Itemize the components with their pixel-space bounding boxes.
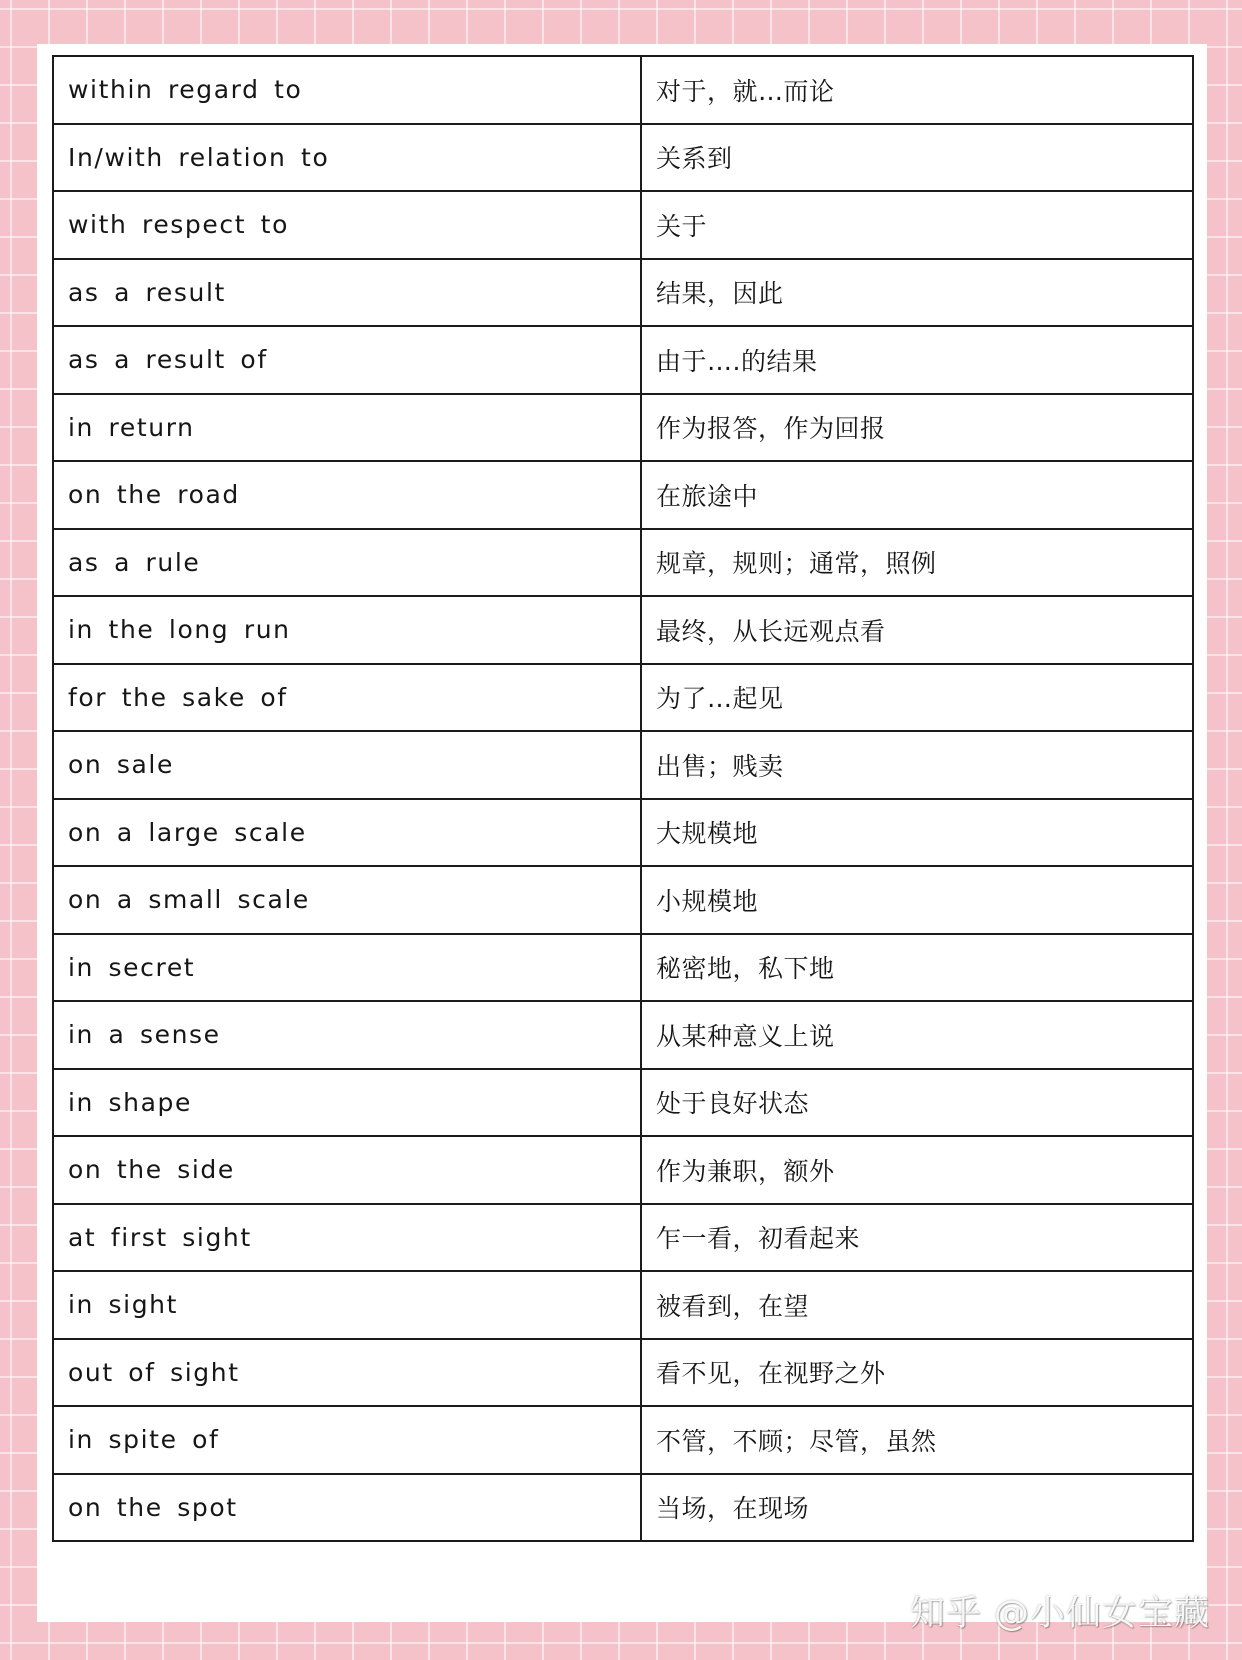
table-row [53,1271,1193,1339]
table-row [53,799,1193,867]
english-phrase-cell: for the sake of [53,664,641,732]
chinese-meaning-cell: 最终，从长远观点看 [641,596,1193,664]
chinese-meaning-cell: 秘密地，私下地 [641,934,1193,1002]
english-phrase-cell: in spite of [53,1406,641,1474]
chinese-meaning-cell: 为了…起见 [641,664,1193,732]
table-row [53,259,1193,327]
english-phrase-cell: in sight [53,1271,641,1339]
english-phrase-cell: on a large scale [53,799,641,867]
chinese-meaning-cell: 乍一看，初看起来 [641,1204,1193,1272]
english-phrase-cell: as a rule [53,529,641,597]
chinese-meaning-cell: 结果，因此 [641,259,1193,327]
watermark: 知乎 @小仙女宝藏 [909,1594,1210,1634]
chinese-meaning-cell: 看不见，在视野之外 [641,1339,1193,1407]
chinese-meaning-cell: 出售；贱卖 [641,731,1193,799]
english-phrase-cell: within regard to [53,56,641,124]
phrase-table [52,55,1194,1542]
english-phrase-cell: as a result [53,259,641,327]
english-phrase-cell: on the spot [53,1474,641,1542]
chinese-meaning-cell: 作为兼职，额外 [641,1136,1193,1204]
english-phrase-cell: on the side [53,1136,641,1204]
table-row [53,1204,1193,1272]
table-row [53,461,1193,529]
table-row [53,56,1193,124]
table-row [53,1339,1193,1407]
table-row [53,1069,1193,1137]
table-row [53,866,1193,934]
chinese-meaning-cell: 作为报答，作为回报 [641,394,1193,462]
chinese-meaning-cell: 对于，就…而论 [641,56,1193,124]
english-phrase-cell: with respect to [53,191,641,259]
english-phrase-cell: out of sight [53,1339,641,1407]
chinese-meaning-cell: 由于….的结果 [641,326,1193,394]
english-phrase-cell: in secret [53,934,641,1002]
table-row [53,124,1193,192]
english-phrase-cell: in a sense [53,1001,641,1069]
chinese-meaning-cell: 从某种意义上说 [641,1001,1193,1069]
table-row [53,394,1193,462]
table-row [53,1406,1193,1474]
chinese-meaning-cell: 关系到 [641,124,1193,192]
chinese-meaning-cell: 被看到，在望 [641,1271,1193,1339]
table-row [53,731,1193,799]
english-phrase-cell: in shape [53,1069,641,1137]
chinese-meaning-cell: 在旅途中 [641,461,1193,529]
table-row [53,326,1193,394]
chinese-meaning-cell: 大规模地 [641,799,1193,867]
chinese-meaning-cell: 处于良好状态 [641,1069,1193,1137]
table-row [53,529,1193,597]
table-row [53,1001,1193,1069]
english-phrase-cell: as a result of [53,326,641,394]
english-phrase-cell: at first sight [53,1204,641,1272]
english-phrase-cell: In/with relation to [53,124,641,192]
table-row [53,934,1193,1002]
chinese-meaning-cell: 规章，规则；通常，照例 [641,529,1193,597]
chinese-meaning-cell: 小规模地 [641,866,1193,934]
english-phrase-cell: in the long run [53,596,641,664]
english-phrase-cell: on a small scale [53,866,641,934]
table-row [53,664,1193,732]
phrase-table-body [53,56,1193,1541]
table-row [53,191,1193,259]
chinese-meaning-cell: 关于 [641,191,1193,259]
chinese-meaning-cell: 当场，在现场 [641,1474,1193,1542]
chinese-meaning-cell: 不管，不顾；尽管，虽然 [641,1406,1193,1474]
table-row [53,1136,1193,1204]
table-row [53,1474,1193,1542]
table-row [53,596,1193,664]
english-phrase-cell: on the road [53,461,641,529]
english-phrase-cell: on sale [53,731,641,799]
english-phrase-cell: in return [53,394,641,462]
